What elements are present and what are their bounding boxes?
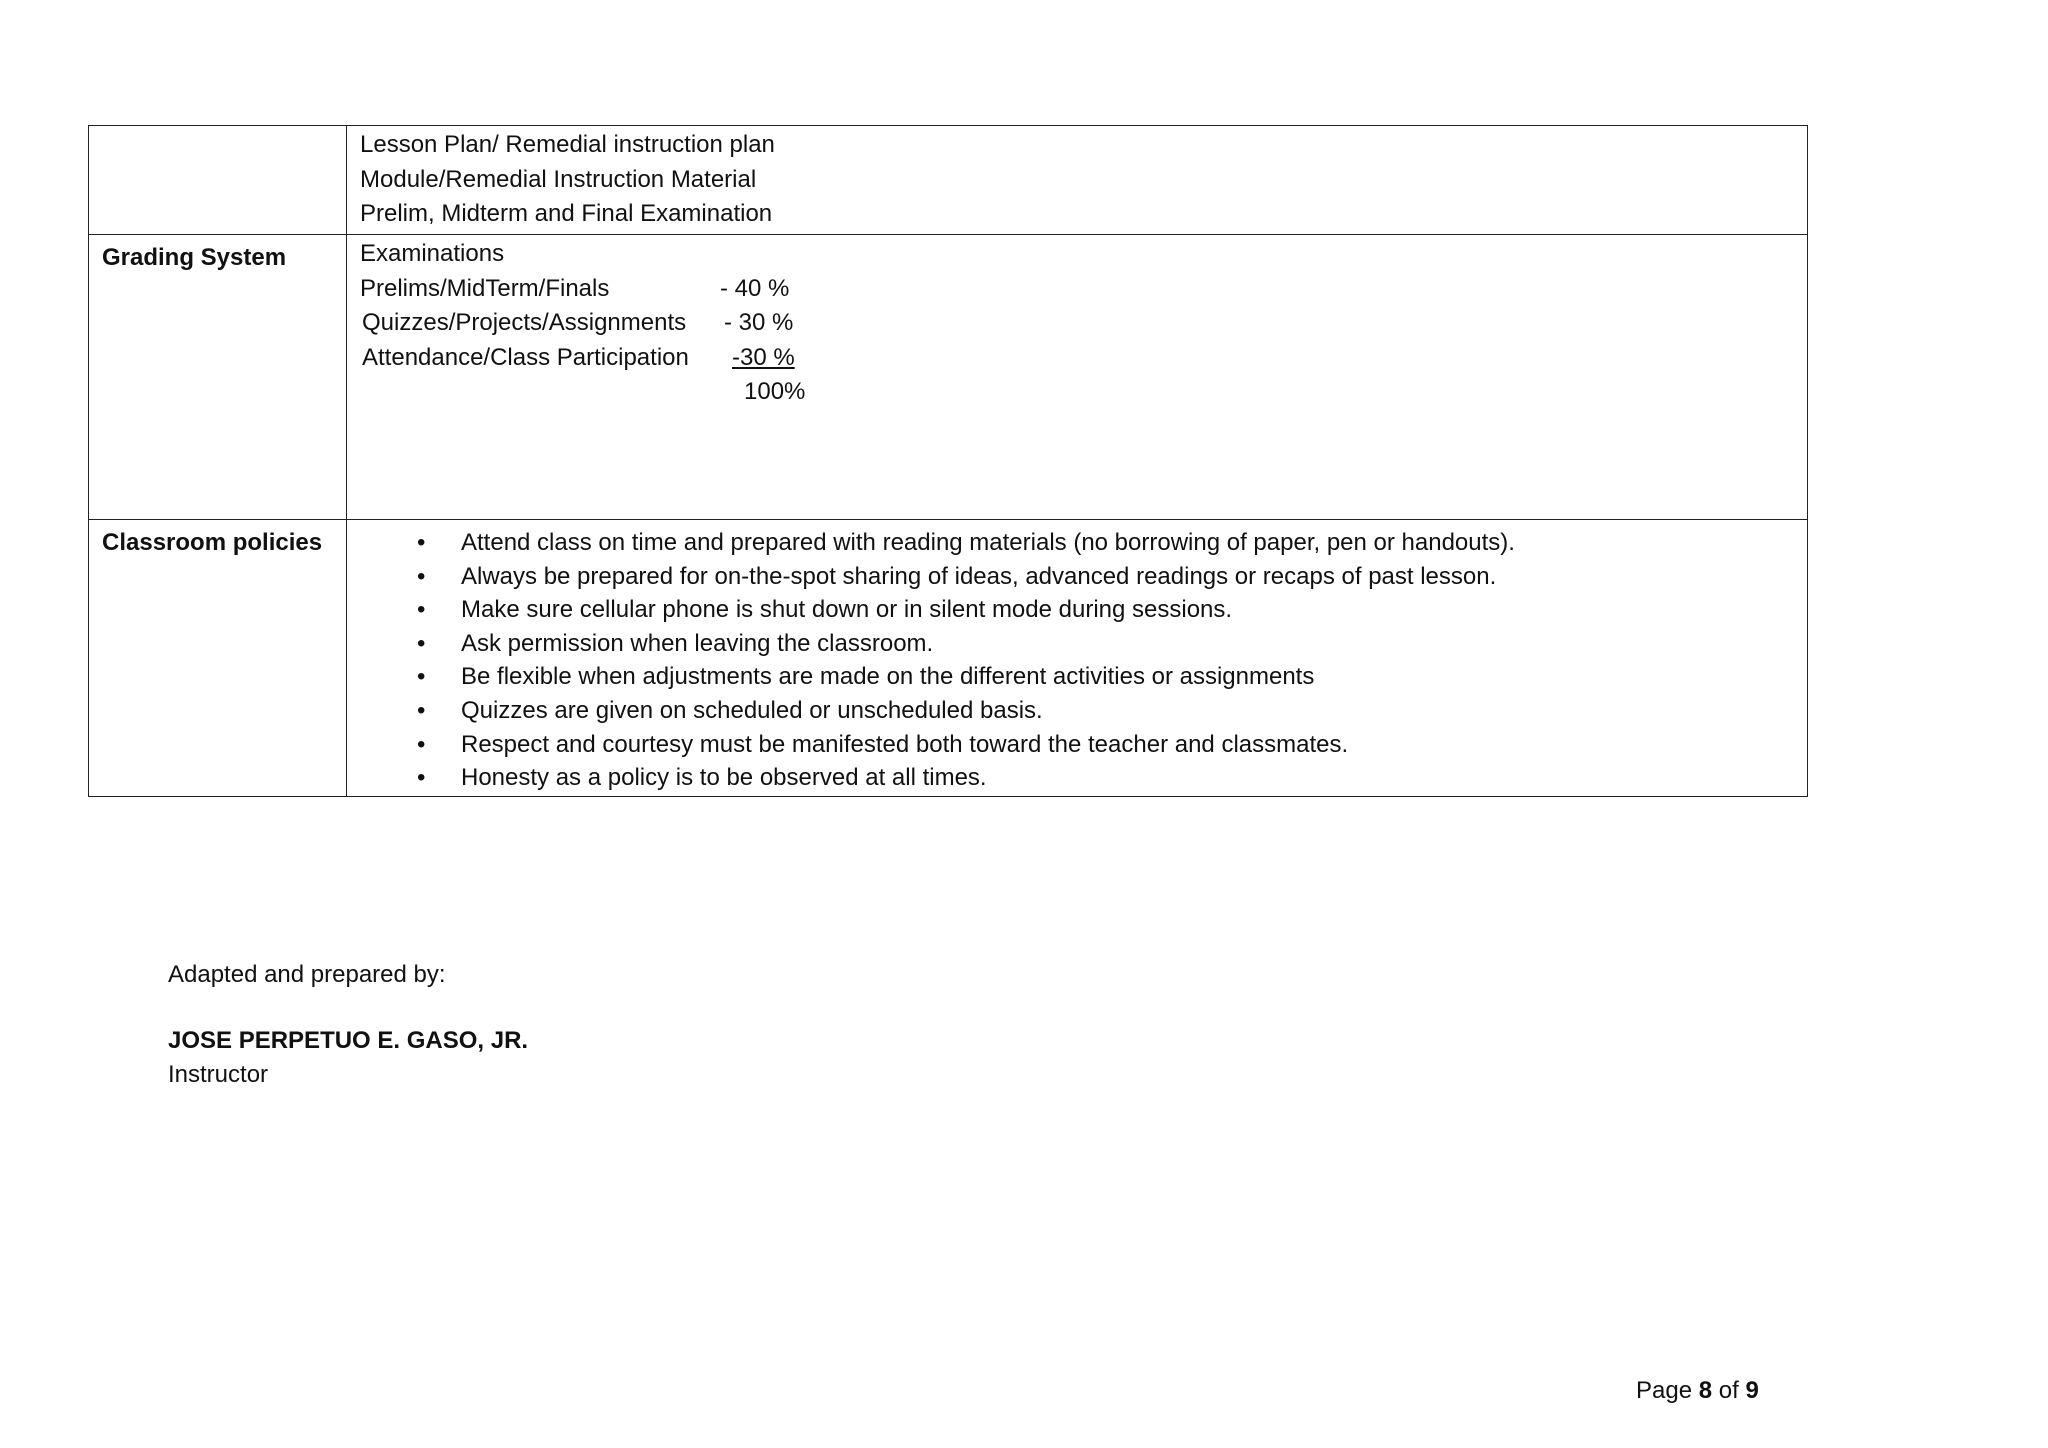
list-item — [360, 627, 1807, 661]
policies-list — [360, 526, 1807, 795]
grading-item — [360, 272, 1807, 307]
bullet-icon: • — [417, 596, 426, 624]
signature-block — [168, 958, 528, 1092]
bullet-icon: • — [417, 562, 426, 590]
page-separator: of — [1712, 1377, 1746, 1404]
page-current: 8 — [1698, 1377, 1713, 1404]
list-item — [360, 526, 1807, 560]
preparer-name: JOSE PERPETUO E. GASO, JR. — [168, 1027, 529, 1054]
policies-content-cell — [347, 520, 1808, 797]
grading-item-name: Quizzes/Projects/Assignments — [362, 309, 687, 336]
policy-text: Attend class on time and prepared with reading materials (no borrowing of paper, pen or handouts). — [461, 529, 1515, 556]
grading-item-percent: - 30 % — [724, 309, 794, 336]
policies-label: Classroom policies — [89, 520, 347, 797]
grading-item-name: Prelims/MidTerm/Finals — [360, 274, 610, 302]
grading-item — [360, 306, 1807, 341]
bullet-icon: • — [417, 663, 426, 691]
materials-label-cell — [89, 126, 347, 235]
policy-text: Make sure cellular phone is shut down or in silent mode during sessions. — [461, 596, 1233, 624]
policy-text: Respect and courtesy must be manifested both toward the teacher and classmates. — [461, 730, 1349, 758]
bullet-icon: • — [417, 629, 426, 657]
grading-item — [360, 341, 1807, 376]
page-number — [1636, 1377, 1759, 1405]
table-row-policies — [89, 520, 1808, 797]
materials-content-cell — [347, 126, 1808, 235]
grading-item-percent: -30 % — [732, 343, 795, 371]
list-item — [360, 560, 1807, 594]
policy-text: Quizzes are given on scheduled or unscheduled basis. — [461, 696, 1043, 724]
policy-text: Be flexible when adjustments are made on the different activities or assignments — [461, 663, 1315, 691]
list-item — [360, 593, 1807, 627]
list-item — [360, 761, 1807, 795]
policy-text: Honesty as a policy is to be observed at all times. — [461, 764, 987, 792]
materials-line: Module/Remedial Instruction Material — [360, 165, 757, 193]
bullet-icon: • — [417, 764, 426, 792]
grading-label: Grading System — [89, 235, 347, 520]
list-item — [360, 728, 1807, 762]
grading-total-percent: 100% — [744, 378, 806, 405]
materials-line: Prelim, Midterm and Final Examination — [360, 200, 773, 227]
list-item — [360, 660, 1807, 694]
table-row-grading — [89, 235, 1808, 520]
page-total: 9 — [1745, 1377, 1759, 1404]
preparer-title: Instructor — [168, 1061, 269, 1088]
table-row-materials — [89, 126, 1808, 235]
grading-heading: Examinations — [360, 240, 505, 267]
grading-item-percent: - 40 % — [720, 274, 790, 302]
syllabus-table — [88, 125, 1808, 797]
bullet-icon: • — [417, 730, 426, 758]
prepared-by-label: Adapted and prepared by: — [168, 961, 446, 988]
bullet-icon: • — [417, 529, 426, 556]
page-prefix: Page — [1636, 1377, 1699, 1404]
policy-text: Ask permission when leaving the classroom. — [461, 629, 934, 657]
grading-total — [360, 375, 1807, 410]
list-item — [360, 694, 1807, 728]
grading-item-name: Attendance/Class Participation — [362, 343, 689, 371]
grading-content-cell — [347, 235, 1808, 520]
policy-text: Always be prepared for on-the-spot sharing of ideas, advanced readings or recaps of past lesson. — [461, 562, 1497, 590]
materials-line: Lesson Plan/ Remedial instruction plan — [360, 131, 775, 158]
bullet-icon: • — [417, 696, 426, 724]
